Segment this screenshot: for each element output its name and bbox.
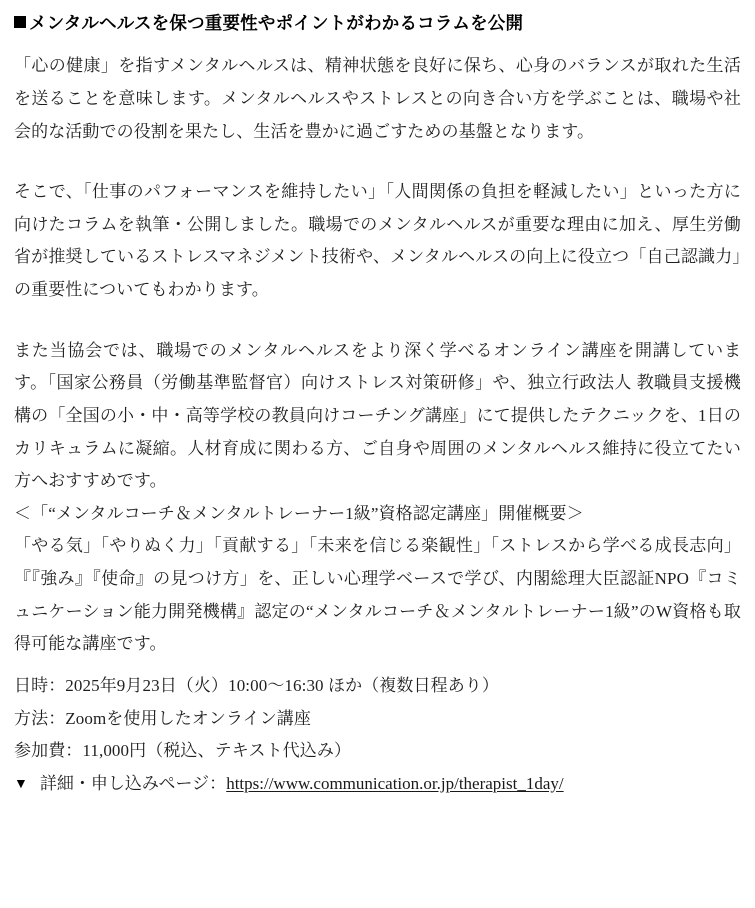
page-title [14, 10, 741, 36]
seminar-description: 「やる気」「やりぬく力」「貢献する」「未来を信じる楽観性」「ストレスから学べる成長志向」『『強み』『使命』の見つけ方」を、正しい心理学ベースで学び、内閣総理大臣認証NPO『コミュニケーション能力開発機構』認定の“メンタルコーチ＆メンタルトレーナー1級”のW資格も取得可能な講座です。 [14, 536, 741, 654]
black-square-icon [14, 16, 26, 28]
seminar-link-row [14, 768, 741, 801]
seminar-section [14, 498, 741, 801]
seminar-detail-method: 方法：Zoomを使用したオンライン講座 [14, 708, 311, 728]
page-title-text: メンタルヘルスを保つ重要性やポイントがわかるコラムを公開 [29, 13, 524, 33]
seminar-title: ＜「“メンタルコーチ＆メンタルトレーナー1級”資格認定講座」開催概要＞ [14, 503, 584, 523]
seminar-detail-fee: 参加費：11,000円（税込、テキスト代込み） [14, 741, 352, 761]
seminar-link-label: 詳細・申し込みページ： [39, 773, 227, 793]
paragraph-2: そこで、「仕事のパフォーマンスを維持したい」「人間関係の負担を軽減したい」といった方に向けたコラムを執筆・公開しました。職場でのメンタルヘルスが重要な理由に加え、厚生労働省が推奨しているストレスマネジメント技術や、メンタルヘルスの向上に役立つ「自己認識力」の重要性についてもわかります。 [14, 182, 741, 299]
seminar-link-url[interactable]: https://www.communication.or.jp/therapist_1day/ [226, 773, 564, 793]
spacer [14, 661, 741, 670]
triangle-down-icon: ▼ [14, 776, 28, 792]
seminar-detail-datetime: 日時：2025年9月23日（火）10:00〜16:30 ほか（複数日程あり） [14, 675, 499, 695]
paragraph-3: また当協会では、職場でのメンタルヘルスをより深く学べるオンライン講座を開講しています。「国家公務員（労働基準監督官）向けストレス対策研修」や、独立行政法人 教職員支援機構の「全国の小・中・高等学校の教員向けコーチング講座」にて提供したテクニックを、1日のカリキュラムに凝縮。人材育成に関わる方、ご自身や周囲のメンタルヘルス維持に役立てたい方へおすすめです。 [14, 340, 741, 491]
paragraph-1: 「心の健康」を指すメンタルヘルスは、精神状態を良好に保ち、心身のバランスが取れた生活を送ることを意味します。メンタルヘルスやストレスとの向き合い方を学ぶことは、職場や社会的な活動での役割を果たし、生活を豊かに過ごすための基盤となります。 [14, 56, 741, 141]
